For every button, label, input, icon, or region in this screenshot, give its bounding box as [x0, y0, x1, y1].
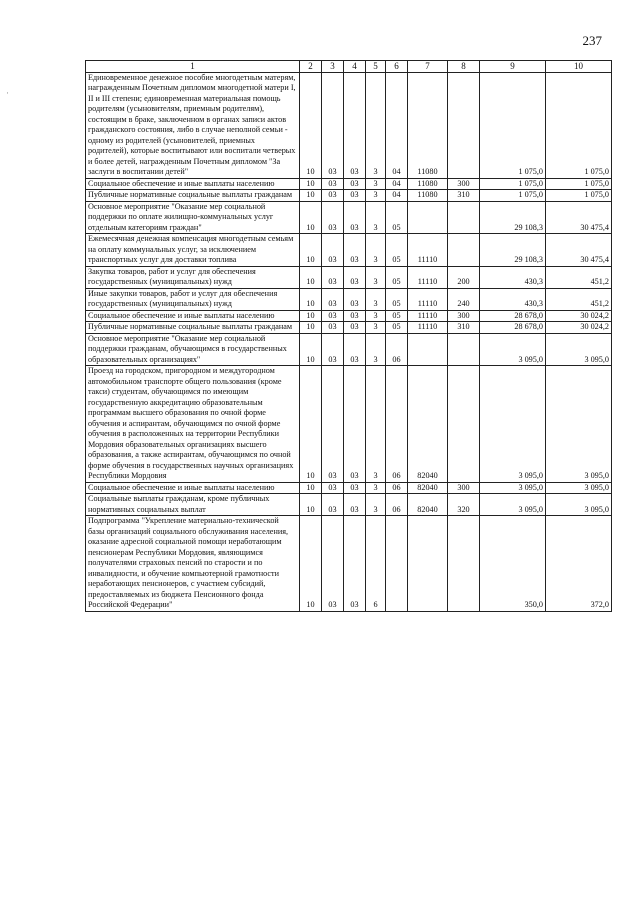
margin-mark: · [6, 88, 9, 98]
cell-col-3: 03 [322, 288, 344, 310]
table-row [86, 333, 612, 366]
cell-col-3: 03 [322, 266, 344, 288]
table-row [86, 494, 612, 516]
cell-col-10: 1 075,0 [546, 178, 612, 190]
row-name: Иные закупки товаров, работ и услуг для обеспечения государственных (муниципальных) нужд [86, 288, 300, 310]
cell-col-3: 03 [322, 234, 344, 267]
cell-col-4: 03 [344, 516, 366, 612]
cell-col-4: 03 [344, 494, 366, 516]
row-name: Публичные нормативные социальные выплаты гражданам [86, 322, 300, 334]
cell-col-9: 28 678,0 [480, 322, 546, 334]
cell-col-8 [448, 201, 480, 234]
row-name: Социальное обеспечение и иные выплаты населению [86, 482, 300, 494]
cell-col-10: 30 475,4 [546, 201, 612, 234]
row-name: Подпрограмма "Укрепление материально-технической базы организаций социального обслуживания населения, оказание адресной социальной помощи неработающим пенсионерам Республики Мордовия, являющимся получателями страховых пенсий по старости и по инвалидности, и обучение компьютерной грамотности неработающих пенсионеров, с участием субсидий, предоставляемых из бюджета Пенсионного фонда Российской Федерации" [86, 516, 300, 612]
row-name: Закупка товаров, работ и услуг для обеспечения государственных (муниципальных) нужд [86, 266, 300, 288]
cell-col-4: 03 [344, 322, 366, 334]
column-header-5: 5 [366, 61, 386, 73]
cell-col-2: 10 [300, 234, 322, 267]
cell-col-3: 03 [322, 366, 344, 483]
column-header-6: 6 [386, 61, 408, 73]
cell-col-10: 30 024,2 [546, 310, 612, 322]
table-row [86, 190, 612, 202]
cell-col-5: 3 [366, 178, 386, 190]
table-row [86, 72, 612, 178]
cell-col-6: 06 [386, 366, 408, 483]
cell-col-6: 05 [386, 288, 408, 310]
cell-col-3: 03 [322, 322, 344, 334]
cell-col-2: 10 [300, 201, 322, 234]
budget-table [85, 60, 612, 612]
cell-col-2: 10 [300, 494, 322, 516]
cell-col-6: 04 [386, 72, 408, 178]
row-name: Основное мероприятие "Оказание мер социальной поддержки гражданам, обучающимся в государственных образовательных организациях" [86, 333, 300, 366]
cell-col-2: 10 [300, 322, 322, 334]
cell-col-10: 1 075,0 [546, 72, 612, 178]
cell-col-5: 3 [366, 322, 386, 334]
table-row [86, 310, 612, 322]
column-header-3: 3 [322, 61, 344, 73]
cell-col-7: 82040 [408, 366, 448, 483]
column-header-2: 2 [300, 61, 322, 73]
cell-col-3: 03 [322, 72, 344, 178]
table-row [86, 322, 612, 334]
cell-col-9: 430,3 [480, 288, 546, 310]
cell-col-7 [408, 333, 448, 366]
cell-col-2: 10 [300, 333, 322, 366]
cell-col-7: 82040 [408, 494, 448, 516]
cell-col-10: 3 095,0 [546, 482, 612, 494]
cell-col-9: 350,0 [480, 516, 546, 612]
table-row [86, 234, 612, 267]
cell-col-9: 29 108,3 [480, 201, 546, 234]
cell-col-2: 10 [300, 516, 322, 612]
cell-col-4: 03 [344, 333, 366, 366]
cell-col-3: 03 [322, 201, 344, 234]
cell-col-2: 10 [300, 266, 322, 288]
table-row [86, 516, 612, 612]
cell-col-9: 1 075,0 [480, 190, 546, 202]
cell-col-4: 03 [344, 310, 366, 322]
column-header-9: 9 [480, 61, 546, 73]
cell-col-7: 11110 [408, 288, 448, 310]
cell-col-5: 3 [366, 288, 386, 310]
cell-col-5: 3 [366, 482, 386, 494]
cell-col-3: 03 [322, 178, 344, 190]
cell-col-3: 03 [322, 482, 344, 494]
cell-col-8: 300 [448, 178, 480, 190]
row-name: Социальные выплаты гражданам, кроме публичных нормативных социальных выплат [86, 494, 300, 516]
column-header-8: 8 [448, 61, 480, 73]
cell-col-3: 03 [322, 494, 344, 516]
cell-col-3: 03 [322, 190, 344, 202]
cell-col-2: 10 [300, 366, 322, 483]
cell-col-2: 10 [300, 310, 322, 322]
table-row [86, 178, 612, 190]
table-row [86, 288, 612, 310]
cell-col-10: 3 095,0 [546, 333, 612, 366]
cell-col-8 [448, 72, 480, 178]
cell-col-2: 10 [300, 178, 322, 190]
cell-col-9: 1 075,0 [480, 72, 546, 178]
cell-col-4: 03 [344, 482, 366, 494]
cell-col-7: 11110 [408, 322, 448, 334]
cell-col-10: 451,2 [546, 288, 612, 310]
cell-col-4: 03 [344, 190, 366, 202]
cell-col-4: 03 [344, 234, 366, 267]
cell-col-4: 03 [344, 72, 366, 178]
cell-col-9: 28 678,0 [480, 310, 546, 322]
table-row [86, 266, 612, 288]
cell-col-7: 11080 [408, 190, 448, 202]
cell-col-5: 3 [366, 234, 386, 267]
cell-col-7 [408, 516, 448, 612]
table-body [86, 72, 612, 611]
cell-col-3: 03 [322, 516, 344, 612]
row-name: Основное мероприятие "Оказание мер социальной поддержки по оплате жилищно-коммунальных услуг отдельным категориям граждан" [86, 201, 300, 234]
cell-col-2: 10 [300, 482, 322, 494]
cell-col-8: 300 [448, 482, 480, 494]
cell-col-2: 10 [300, 72, 322, 178]
cell-col-5: 3 [366, 494, 386, 516]
cell-col-4: 03 [344, 288, 366, 310]
cell-col-5: 3 [366, 333, 386, 366]
cell-col-6: 06 [386, 333, 408, 366]
cell-col-9: 3 095,0 [480, 494, 546, 516]
cell-col-3: 03 [322, 333, 344, 366]
row-name: Социальное обеспечение и иные выплаты населению [86, 178, 300, 190]
cell-col-10: 30 024,2 [546, 322, 612, 334]
column-header-7: 7 [408, 61, 448, 73]
cell-col-10: 3 095,0 [546, 366, 612, 483]
cell-col-7: 11080 [408, 178, 448, 190]
row-name: Социальное обеспечение и иные выплаты населению [86, 310, 300, 322]
column-header-10: 10 [546, 61, 612, 73]
column-header-1: 1 [86, 61, 300, 73]
cell-col-9: 3 095,0 [480, 366, 546, 483]
row-name: Ежемесячная денежная компенсация многодетным семьям на оплату коммунальных услуг, за исключением транспортных услуг для доставки топлива [86, 234, 300, 267]
cell-col-8: 240 [448, 288, 480, 310]
table-row [86, 482, 612, 494]
cell-col-8: 320 [448, 494, 480, 516]
cell-col-6: 05 [386, 322, 408, 334]
row-name: Проезд на городском, пригородном и междугородном автомобильном транспорте общего пользования (кроме такси) студентам, обучающимся по имеющим государственную аккредитацию образовательным программам высшего образования по очной форме обучения и аспирантам, обучающимся по очной форме обучения в расположенных на территории Республики Мордовия образовательных организациях высшего образования, а также аспирантам, обучающимся по очной форме обучения в государственных научных организациях Республики Мордовия [86, 366, 300, 483]
cell-col-6 [386, 516, 408, 612]
cell-col-7: 11110 [408, 266, 448, 288]
cell-col-10: 30 475,4 [546, 234, 612, 267]
cell-col-9: 1 075,0 [480, 178, 546, 190]
cell-col-6: 04 [386, 178, 408, 190]
cell-col-6: 06 [386, 494, 408, 516]
cell-col-9: 29 108,3 [480, 234, 546, 267]
cell-col-8 [448, 516, 480, 612]
cell-col-4: 03 [344, 366, 366, 483]
cell-col-7: 11110 [408, 234, 448, 267]
cell-col-2: 10 [300, 190, 322, 202]
cell-col-8: 310 [448, 190, 480, 202]
cell-col-5: 3 [366, 190, 386, 202]
cell-col-5: 3 [366, 201, 386, 234]
cell-col-5: 6 [366, 516, 386, 612]
cell-col-3: 03 [322, 310, 344, 322]
cell-col-6: 05 [386, 266, 408, 288]
cell-col-9: 3 095,0 [480, 482, 546, 494]
cell-col-5: 3 [366, 310, 386, 322]
page-number: 237 [582, 33, 602, 48]
cell-col-8 [448, 333, 480, 366]
cell-col-4: 03 [344, 266, 366, 288]
cell-col-4: 03 [344, 201, 366, 234]
cell-col-10: 1 075,0 [546, 190, 612, 202]
cell-col-6: 06 [386, 482, 408, 494]
cell-col-6: 05 [386, 201, 408, 234]
cell-col-9: 3 095,0 [480, 333, 546, 366]
cell-col-6: 05 [386, 310, 408, 322]
cell-col-7: 11080 [408, 72, 448, 178]
cell-col-7: 82040 [408, 482, 448, 494]
cell-col-8 [448, 366, 480, 483]
cell-col-8 [448, 234, 480, 267]
cell-col-2: 10 [300, 288, 322, 310]
table-row [86, 366, 612, 483]
row-name: Единовременное денежное пособие многодетным матерям, награжденным Почетным дипломом многодетной матери I, II и III степени; единовременная материальная помощь родителям (усыновителям, приемным родителям), состоящим в браке, заключенном в органах записи актов гражданского состояния, либо в случае неполной семьи - одному из родителей (усыновителей, приемных родителей), которые воспитывают или воспитали четверых и более детей, награжденным Почетным дипломом "За заслуги в воспитании детей" [86, 72, 300, 178]
cell-col-8: 300 [448, 310, 480, 322]
cell-col-10: 3 095,0 [546, 494, 612, 516]
cell-col-10: 372,0 [546, 516, 612, 612]
row-name: Публичные нормативные социальные выплаты гражданам [86, 190, 300, 202]
cell-col-6: 05 [386, 234, 408, 267]
cell-col-5: 3 [366, 72, 386, 178]
cell-col-8: 310 [448, 322, 480, 334]
cell-col-5: 3 [366, 266, 386, 288]
cell-col-4: 03 [344, 178, 366, 190]
cell-col-9: 430,3 [480, 266, 546, 288]
cell-col-5: 3 [366, 366, 386, 483]
cell-col-10: 451,2 [546, 266, 612, 288]
cell-col-7: 11110 [408, 310, 448, 322]
column-header-4: 4 [344, 61, 366, 73]
cell-col-8: 200 [448, 266, 480, 288]
cell-col-7 [408, 201, 448, 234]
table-row [86, 201, 612, 234]
cell-col-6: 04 [386, 190, 408, 202]
header-row [86, 61, 612, 73]
